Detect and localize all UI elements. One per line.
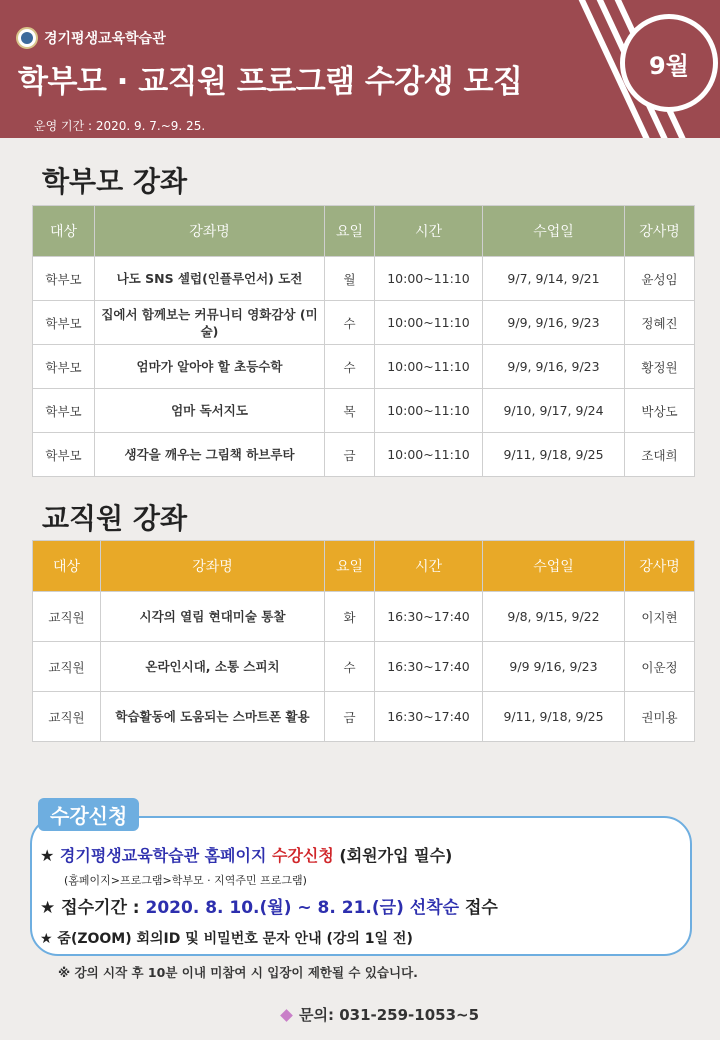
cell-target: 학부모 (33, 301, 95, 345)
period-text: 운영 기간 : 2020. 9. 7.~9. 25. (34, 119, 206, 133)
col-header-instructor: 강사명 (625, 541, 695, 592)
header-banner (0, 0, 720, 138)
cell-instructor: 윤성임 (625, 257, 695, 301)
homepage-text: 경기평생교육학습관 홈페이지 (59, 846, 267, 865)
cell-time: 10:00~11:10 (375, 389, 483, 433)
col-header-instructor: 강사명 (625, 206, 695, 257)
cell-day: 수 (325, 345, 375, 389)
cell-course: 엄마가 알아야 할 초등수학 (95, 345, 325, 389)
apply-path: (홈페이지>프로그램>학부모 · 지역주민 프로그램) (64, 874, 307, 887)
parents-section-title: 학부모 강좌 (42, 165, 187, 198)
cell-target: 교직원 (33, 692, 101, 742)
table-header-row (33, 541, 695, 592)
cell-course: 온라인시대, 소통 스피치 (101, 642, 325, 692)
org-name: 경기평생교육학습관 (44, 31, 166, 47)
col-header-day: 요일 (325, 206, 375, 257)
cell-instructor: 박상도 (625, 389, 695, 433)
col-header-time: 시간 (375, 541, 483, 592)
cell-time: 10:00~11:10 (375, 301, 483, 345)
notice-text: ※ 강의 시작 후 10분 이내 미참여 시 입장이 제한될 수 있습니다. (58, 965, 418, 980)
cell-day: 월 (325, 257, 375, 301)
cell-target: 학부모 (33, 433, 95, 477)
org-logo-icon (16, 27, 38, 49)
col-header-target: 대상 (33, 206, 95, 257)
month-label: 9월 (649, 51, 689, 80)
table-row (33, 301, 695, 345)
contact-text: 문의: 031-259-1053~5 (299, 1006, 480, 1024)
cell-day: 금 (325, 433, 375, 477)
cell-day: 수 (325, 642, 375, 692)
star-icon: ★ (40, 846, 55, 865)
month-badge (620, 14, 718, 112)
col-header-course: 강좌명 (101, 541, 325, 592)
col-header-course: 강좌명 (95, 206, 325, 257)
cell-course: 나도 SNS 셀럽(인플루언서) 도전 (95, 257, 325, 301)
col-header-dates: 수업일 (483, 206, 625, 257)
cell-course: 집에서 함께보는 커뮤니티 영화감상 (미술) (95, 301, 325, 345)
staff-table (32, 540, 695, 742)
cell-instructor: 권미용 (625, 692, 695, 742)
cell-time: 16:30~17:40 (375, 642, 483, 692)
star-icon: ★ (40, 898, 56, 918)
cell-time: 10:00~11:10 (375, 257, 483, 301)
cell-instructor: 조대희 (625, 433, 695, 477)
cell-day: 화 (325, 592, 375, 642)
cell-instructor: 이지현 (625, 592, 695, 642)
membership-note: (회원가입 필수) (339, 846, 453, 865)
cell-time: 10:00~11:10 (375, 433, 483, 477)
cell-dates: 9/11, 9/18, 9/25 (483, 692, 625, 742)
cell-dates: 9/7, 9/14, 9/21 (483, 257, 625, 301)
org-logo-row (16, 27, 166, 49)
zoom-info-line: ★ 줌(ZOOM) 회의ID 및 비밀번호 문자 안내 (강의 1일 전) (40, 931, 413, 947)
cell-day: 금 (325, 692, 375, 742)
cell-course: 엄마 독서지도 (95, 389, 325, 433)
apply-period-line (40, 893, 498, 918)
apply-highlight: 수강신청 (272, 846, 334, 865)
cell-instructor: 정혜진 (625, 301, 695, 345)
cell-course: 학습활동에 도움되는 스마트폰 활용 (101, 692, 325, 742)
cell-target: 학부모 (33, 345, 95, 389)
apply-line-homepage (40, 843, 452, 866)
cell-course: 시각의 열림 현대미술 통찰 (101, 592, 325, 642)
cell-instructor: 이운정 (625, 642, 695, 692)
table-row (33, 692, 695, 742)
period-dates: 2020. 8. 10.(월) ~ 8. 21.(금) 선착순 (145, 898, 460, 918)
cell-dates: 9/9 9/16, 9/23 (483, 642, 625, 692)
col-header-time: 시간 (375, 206, 483, 257)
cell-time: 10:00~11:10 (375, 345, 483, 389)
table-header-row (33, 206, 695, 257)
cell-day: 목 (325, 389, 375, 433)
cell-dates: 9/11, 9/18, 9/25 (483, 433, 625, 477)
table-row (33, 389, 695, 433)
contact-line (282, 1004, 479, 1025)
cell-target: 교직원 (33, 642, 101, 692)
cell-target: 교직원 (33, 592, 101, 642)
cell-target: 학부모 (33, 257, 95, 301)
staff-section-title: 교직원 강좌 (42, 502, 187, 535)
table-row (33, 257, 695, 301)
apply-tag: 수강신청 (38, 798, 139, 831)
page-title: 학부모 · 교직원 프로그램 수강생 모집 (18, 64, 523, 100)
table-row (33, 345, 695, 389)
diamond-icon (280, 1009, 293, 1022)
period-rest: 접수 (464, 898, 498, 918)
period-label: 접수기간 : (61, 898, 140, 918)
table-row (33, 433, 695, 477)
cell-target: 학부모 (33, 389, 95, 433)
cell-dates: 9/8, 9/15, 9/22 (483, 592, 625, 642)
col-header-target: 대상 (33, 541, 101, 592)
col-header-dates: 수업일 (483, 541, 625, 592)
parents-table (32, 205, 695, 477)
cell-day: 수 (325, 301, 375, 345)
cell-dates: 9/10, 9/17, 9/24 (483, 389, 625, 433)
cell-dates: 9/9, 9/16, 9/23 (483, 301, 625, 345)
table-row (33, 642, 695, 692)
cell-time: 16:30~17:40 (375, 692, 483, 742)
col-header-day: 요일 (325, 541, 375, 592)
cell-time: 16:30~17:40 (375, 592, 483, 642)
table-row (33, 592, 695, 642)
cell-dates: 9/9, 9/16, 9/23 (483, 345, 625, 389)
cell-course: 생각을 깨우는 그림책 하브루타 (95, 433, 325, 477)
cell-instructor: 황정원 (625, 345, 695, 389)
